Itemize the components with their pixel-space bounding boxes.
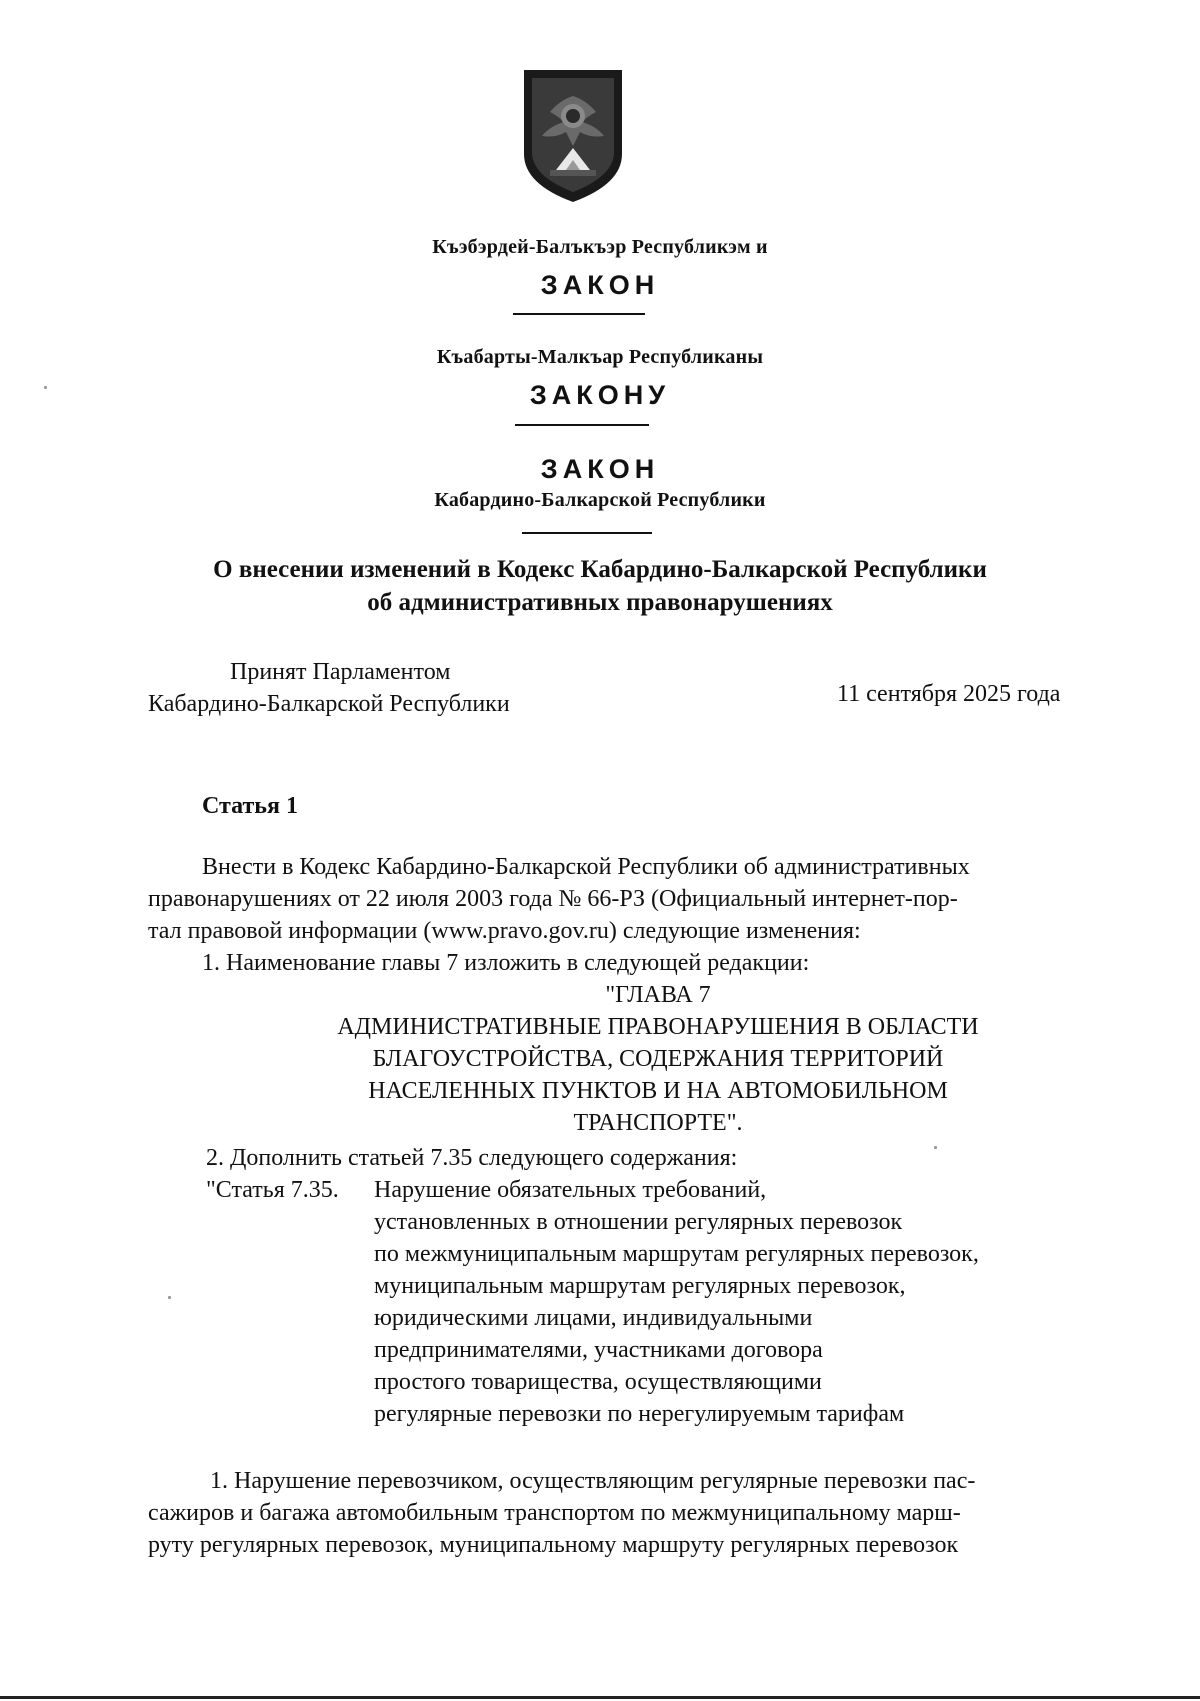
- scan-edge-line: [0, 1696, 1200, 1699]
- law-title: [0, 553, 1200, 619]
- new-article-label: "Статья 7.35.: [206, 1177, 339, 1203]
- scan-speck: [168, 1296, 171, 1299]
- scan-speck: [44, 386, 47, 389]
- intro-line: Внести в Кодекс Кабардино-Балкарской Республики об административных: [202, 854, 970, 880]
- new-article-title-line: предпринимателями, участниками договора: [374, 1337, 823, 1363]
- russian-law-heading: ЗАКОН: [540, 454, 660, 484]
- new-article-title-line: Нарушение обязательных требований,: [374, 1177, 767, 1203]
- adoption-date: 11 сентября 2025 года: [837, 681, 1061, 707]
- russian-republic-heading: Кабардино-Балкарской Республики: [434, 489, 766, 511]
- chapter-title-line: ТРАНСПОРТЕ".: [573, 1110, 743, 1136]
- part-line: сажиров и багажа автомобильным транспортом по межмуниципальному марш-: [148, 1500, 961, 1526]
- divider: [513, 313, 645, 315]
- chapter-title-line: НАСЕЛЕННЫХ ПУНКТОВ И НА АВТОМОБИЛЬНОМ: [368, 1078, 948, 1104]
- amendment-item: 2. Дополнить статьей 7.35 следующего содержания:: [206, 1145, 738, 1171]
- article-heading: Статья 1: [202, 793, 298, 819]
- chapter-title-line: БЛАГОУСТРОЙСТВА, СОДЕРЖАНИЯ ТЕРРИТОРИЙ: [372, 1046, 944, 1072]
- chapter-title-line: "ГЛАВА 7: [605, 982, 711, 1008]
- chapter-title-line: АДМИНИСТРАТИВНЫЕ ПРАВОНАРУШЕНИЯ В ОБЛАСТИ: [337, 1014, 979, 1040]
- divider: [522, 532, 652, 534]
- scan-speck: [934, 1146, 937, 1149]
- balkar-law-heading: ЗАКОНУ: [529, 380, 671, 410]
- new-article-title-line: муниципальным маршрутам регулярных перевозок,: [374, 1273, 906, 1299]
- chapter-title: [58, 979, 1200, 1139]
- intro-line: правонарушениях от 22 июля 2003 года № 66-РЗ (Официальный интернет-пор-: [148, 886, 958, 912]
- amendment-item: 1. Наименование главы 7 изложить в следующей редакции:: [202, 950, 810, 976]
- divider: [515, 424, 649, 426]
- new-article-title: [374, 1174, 979, 1430]
- new-article-title-line: простого товарищества, осуществляющими: [374, 1369, 822, 1395]
- part-line: 1. Нарушение перевозчиком, осуществляющим регулярные перевозки пас-: [210, 1468, 976, 1494]
- new-article-title-line: юридическими лицами, индивидуальными: [374, 1305, 813, 1331]
- new-article-title-line: установленных в отношении регулярных перевозок: [374, 1209, 903, 1235]
- law-title-line: О внесении изменений в Кодекс Кабардино-Балкарской Республики: [213, 556, 987, 583]
- law-title-line: об административных правонарушениях: [367, 589, 833, 616]
- kabardian-law-heading: ЗАКОН: [540, 270, 660, 300]
- adopted-by-line: Принят Парламентом: [230, 659, 451, 685]
- intro-line: тал правовой информации (www.pravo.gov.ru) следующие изменения:: [148, 918, 861, 944]
- coat-of-arms-emblem: [520, 66, 626, 206]
- part-line: руту регулярных перевозок, муниципальному маршруту регулярных перевозок: [148, 1532, 959, 1558]
- adopted-by-line: Кабардино-Балкарской Республики: [148, 691, 510, 717]
- new-article-title-line: по межмуниципальным маршрутам регулярных перевозок,: [374, 1241, 979, 1267]
- kabardian-republic-heading: Къэбэрдей-Балъкъэр Республикэм и: [432, 236, 768, 258]
- balkar-republic-heading: Къабарты-Малкъар Республиканы: [436, 346, 764, 368]
- new-article-title-line: регулярные перевозки по нерегулируемым тарифам: [374, 1401, 905, 1427]
